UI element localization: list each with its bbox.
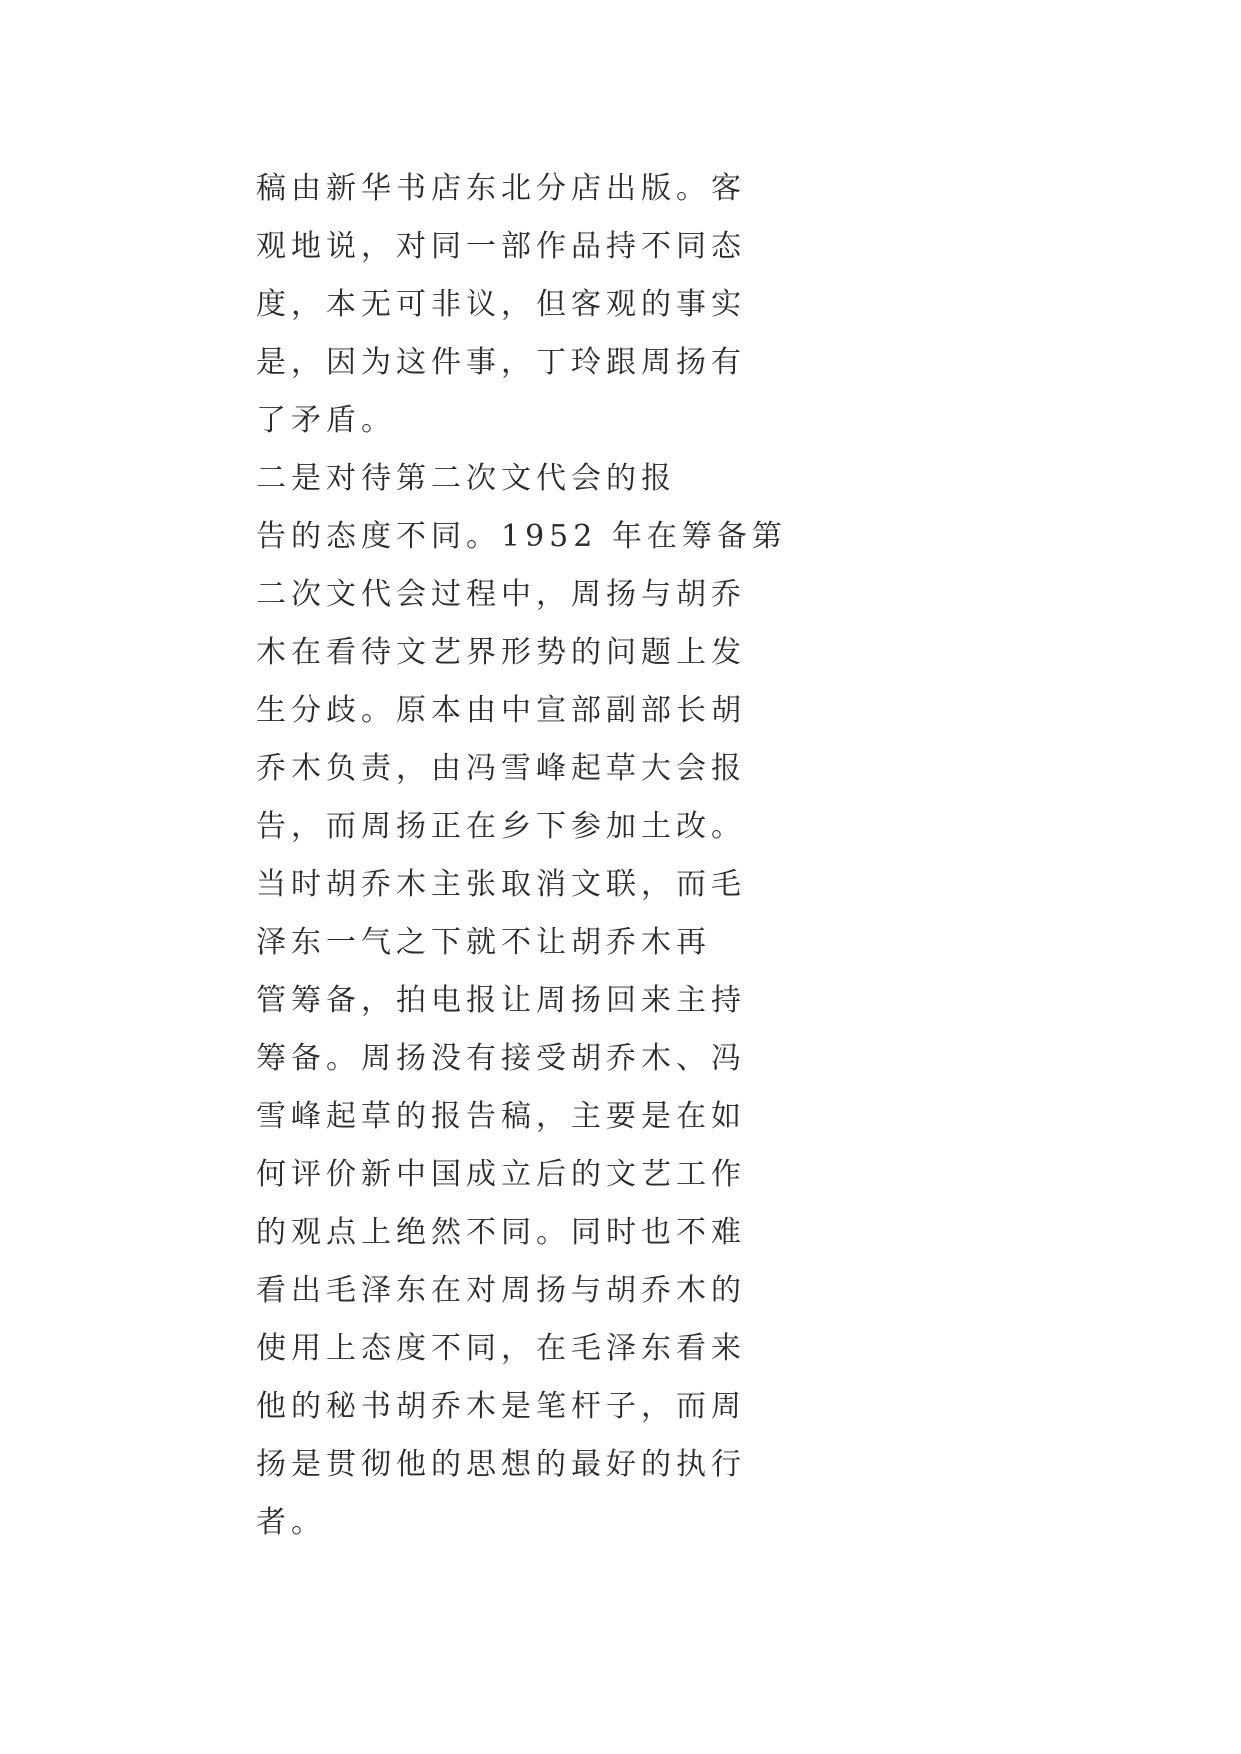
- text-line: 稿由新华书店东北分店出版。客: [256, 171, 746, 206]
- text-line: 他的秘书胡乔木是笔杆子，而周: [256, 1389, 746, 1424]
- text-line: 看出毛泽东在对周扬与胡乔木的: [256, 1273, 746, 1308]
- text-line: 者。: [256, 1505, 326, 1540]
- text-line: 泽东一气之下就不让胡乔木再: [256, 925, 711, 960]
- text-line: 雪峰起草的报告稿，主要是在如: [256, 1099, 746, 1134]
- text-line: 了矛盾。: [256, 403, 396, 438]
- text-line: 的观点上绝然不同。同时也不难: [256, 1215, 746, 1250]
- text-line: 木在看待文艺界形势的问题上发: [256, 635, 746, 670]
- text-line: 乔木负责，由冯雪峰起草大会报: [256, 751, 746, 786]
- text-line: 二是对待第二次文代会的报: [256, 461, 676, 496]
- text-line: 使用上态度不同，在毛泽东看来: [256, 1331, 746, 1366]
- text-line: 何评价新中国成立后的文艺工作: [256, 1157, 746, 1192]
- text-line: 度，本无可非议，但客观的事实: [256, 287, 746, 322]
- text-line: 告的态度不同。1952 年在筹备第: [256, 519, 787, 554]
- text-line: 管筹备，拍电报让周扬回来主持: [256, 983, 746, 1018]
- text-line: 筹备。周扬没有接受胡乔木、冯: [256, 1041, 746, 1076]
- text-line: 当时胡乔木主张取消文联，而毛: [256, 867, 746, 902]
- text-line: 观地说，对同一部作品持不同态: [256, 229, 746, 264]
- text-line: 扬是贯彻他的思想的最好的执行: [256, 1447, 746, 1482]
- text-line: 告，而周扬正在乡下参加土改。: [256, 809, 746, 844]
- text-line: 二次文代会过程中，周扬与胡乔: [256, 577, 746, 612]
- text-line: 生分歧。原本由中宣部副部长胡: [256, 693, 746, 728]
- body-text: [256, 160, 787, 1552]
- text-line: 是，因为这件事，丁玲跟周扬有: [256, 345, 746, 380]
